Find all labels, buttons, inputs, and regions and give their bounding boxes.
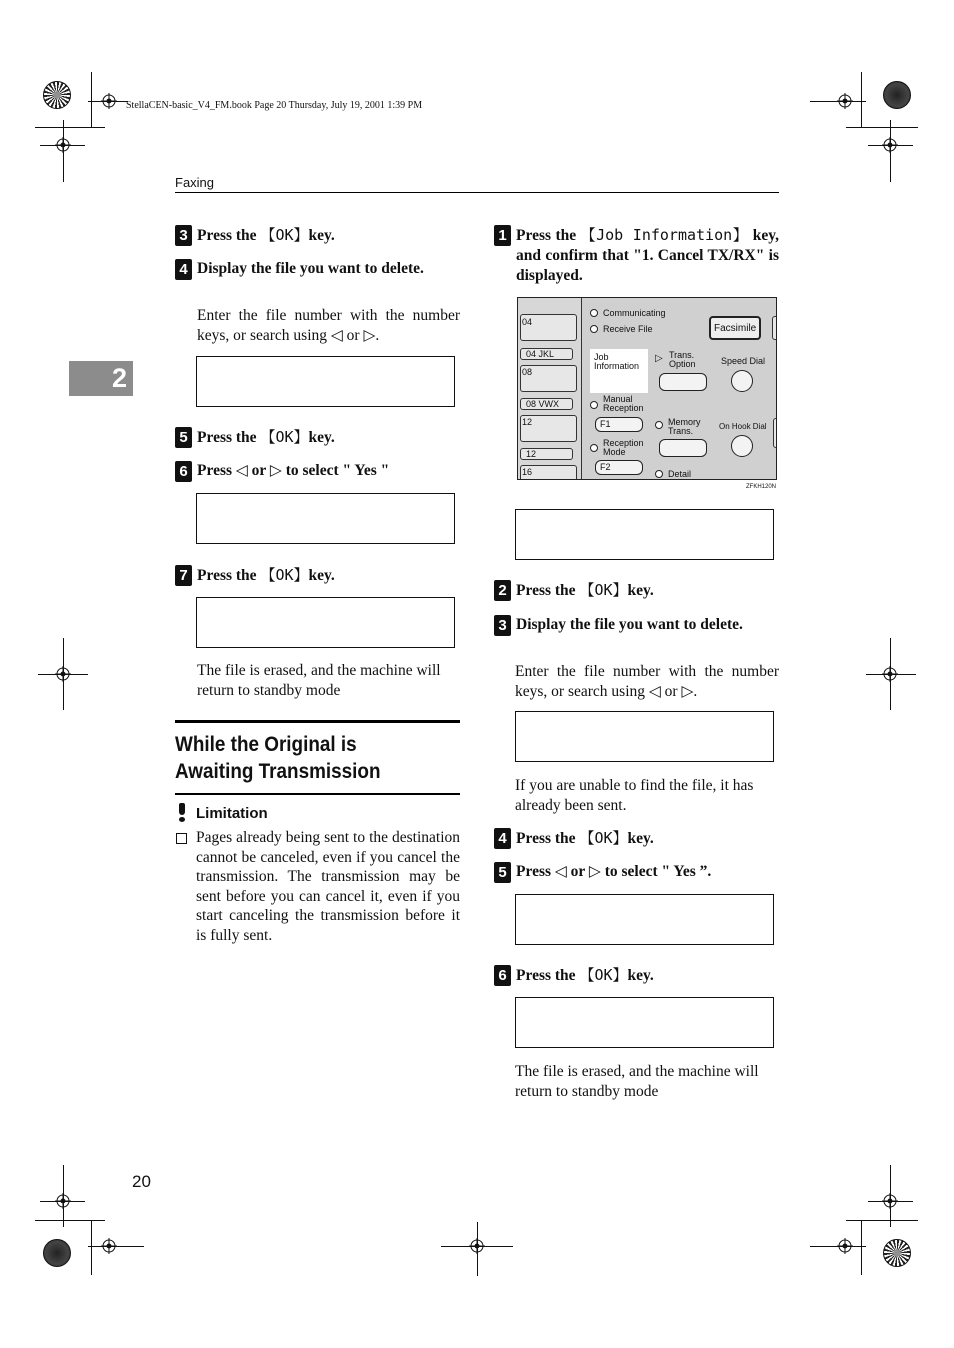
step-4-right (494, 828, 779, 849)
ok-key-label: 【OK】 (579, 829, 628, 847)
panel-label: Job (594, 352, 609, 362)
panel-label: Detail (668, 469, 692, 479)
crop-line (477, 1222, 478, 1276)
limitation-title (176, 803, 268, 823)
panel-label: Option (669, 359, 696, 369)
job-information-key-label: 【Job Information】 (580, 226, 749, 244)
one-touch-keys (518, 298, 582, 480)
limitation-label: Limitation (196, 804, 268, 822)
crop-line (868, 145, 913, 146)
crop-line (91, 1220, 92, 1275)
crop-line (35, 127, 105, 128)
step-3-body: Enter the file number with the number keys, or search using ◁ or ▷. (515, 663, 779, 700)
step-number: 4 (494, 828, 511, 849)
crop-line (38, 674, 88, 675)
step-text: Display the file you want to delete. (197, 260, 424, 277)
crop-line (40, 145, 85, 146)
key-label: 04 JKL (526, 349, 555, 359)
step-5 (175, 427, 460, 448)
reception-mode-indicator-icon (590, 444, 598, 452)
exclamation-icon (176, 803, 188, 823)
panel-label: Information (594, 361, 640, 371)
control-panel-illustration (517, 297, 777, 480)
lcd-cancel-file-right (515, 711, 774, 762)
lcd-cancel-confirm (196, 493, 455, 544)
panel-label: F2 (600, 462, 611, 472)
step-text: Press the (516, 582, 580, 599)
step-number: 6 (175, 461, 192, 482)
section-heading-box (175, 720, 460, 795)
ok-key-label: 【OK】 (260, 226, 309, 244)
crop-line (91, 72, 92, 127)
step-2 (494, 580, 779, 601)
page-number: 20 (132, 1172, 151, 1191)
step-text: Display the file you want to delete. (516, 616, 743, 633)
step-number: 3 (175, 225, 192, 246)
step-text: Press the (197, 567, 261, 584)
panel-label: On Hook Dial (719, 422, 767, 431)
header-rule (175, 192, 779, 193)
registration-dot-icon (883, 81, 911, 109)
crop-line (35, 1220, 105, 1221)
crop-line (861, 72, 862, 127)
limitation-item (175, 828, 460, 945)
step-number: 6 (494, 965, 511, 986)
ok-key-label: 【OK】 (260, 428, 309, 446)
panel-label: Reception (603, 438, 644, 448)
speed-dial-key[interactable] (731, 370, 753, 392)
crop-line (88, 1246, 144, 1247)
detail-indicator-icon (655, 470, 663, 478)
lcd-job-information (515, 509, 774, 560)
panel-label: Communicating (603, 308, 666, 318)
step-text: Press the (516, 830, 580, 847)
panel-label: Manual (603, 394, 633, 404)
crop-line (866, 674, 916, 675)
crop-line (861, 1220, 862, 1275)
step-7-body: The file is erased, and the machine will return to standby mode (197, 662, 441, 699)
step-6 (175, 461, 460, 482)
step-text: Press ◁ or ▷ to select " Yes ”. (516, 863, 712, 880)
checkbox-bullet-icon (176, 833, 187, 844)
panel-label: Reception (603, 403, 644, 413)
lcd-ready (196, 597, 455, 648)
crop-line (846, 127, 918, 128)
crop-line (846, 1220, 918, 1221)
panel-label: Speed Dial (721, 356, 766, 366)
lcd-cancel-file (196, 356, 455, 407)
step-text: key. (627, 967, 654, 984)
crop-line (890, 120, 891, 182)
crop-line (810, 101, 866, 102)
triangle-right-icon: ▷ (655, 353, 663, 364)
receive-file-indicator-icon (590, 325, 598, 333)
step-text: key. (308, 567, 335, 584)
panel-label: Trans. (669, 350, 695, 360)
key-label: 08 VWX (526, 399, 560, 409)
section-heading: While the Original is Awaiting Transmission (175, 733, 381, 783)
ok-key-label: 【OK】 (579, 966, 628, 984)
crop-line (890, 1165, 891, 1227)
step-3-note: If you are unable to find the file, it has already been sent. (515, 777, 754, 814)
panel-label: Facsimile (714, 323, 757, 334)
step-4 (175, 259, 460, 280)
step-text: Press the (516, 227, 581, 244)
key-label: 12 (522, 417, 533, 427)
memory-trans-key[interactable] (659, 439, 707, 457)
key-label: 08 (522, 367, 533, 377)
section-label: Faxing (175, 175, 215, 190)
on-hook-dial-key[interactable] (731, 435, 753, 457)
crop-line (40, 1201, 85, 1202)
step-text: key. (308, 429, 335, 446)
step-6-right (494, 965, 779, 986)
lcd-cancel-confirm-right (515, 894, 774, 945)
step-number: 3 (494, 615, 511, 636)
limitation-text: Pages already being sent to the destination cannot be canceled, even if you cancel the transmission. The transmission may be sent before you can cancel it, even if you start canceling the transmission before it is fully sent. (196, 829, 460, 944)
step-5-right (494, 862, 779, 883)
partial-key (773, 418, 777, 448)
step-number: 4 (175, 259, 192, 280)
ok-key-label: 【OK】 (579, 581, 628, 599)
step-text: key. (627, 582, 654, 599)
registration-wheel-icon (883, 1239, 911, 1267)
step-text: Press ◁ or ▷ to select " Yes " (197, 462, 390, 479)
key-label: 12 (526, 449, 537, 459)
lcd-ready-right (515, 997, 774, 1048)
memory-trans-indicator-icon (655, 421, 663, 429)
trans-option-key[interactable] (659, 373, 707, 391)
registration-wheel-icon (43, 81, 71, 109)
panel-label: Receive File (603, 324, 653, 334)
partial-key (772, 316, 777, 340)
step-text: key. (308, 227, 335, 244)
panel-label: Mode (603, 447, 626, 457)
ok-key-label: 【OK】 (260, 566, 309, 584)
step-number: 7 (175, 565, 192, 586)
step-text: Press the (197, 227, 261, 244)
step-1 (494, 225, 779, 286)
book-info-line: StellaCEN-basic_V4_FM.book Page 20 Thursday, July 19, 2001 1:39 PM (126, 100, 423, 111)
step-text: Press the (197, 429, 261, 446)
panel-label: F1 (600, 419, 611, 429)
crop-line (63, 120, 64, 182)
manual-reception-indicator-icon (590, 401, 598, 409)
chapter-tab: 2 (69, 361, 133, 396)
step-6-body: The file is erased, and the machine will return to standby mode (515, 1063, 759, 1100)
communicating-indicator-icon (590, 309, 598, 317)
step-text: Press the (516, 967, 580, 984)
step-number: 5 (175, 427, 192, 448)
figure-code: ZFKH120N (746, 484, 777, 490)
crop-line (810, 1246, 866, 1247)
step-text: key, and confirm that "1. Cancel TX/RX" is displayed. (516, 227, 779, 284)
step-4-body: Enter the file number with the number keys, or search using ◁ or ▷. (197, 307, 460, 344)
step-number: 1 (494, 225, 511, 246)
crop-line (63, 1165, 64, 1227)
step-number: 2 (494, 580, 511, 601)
step-text: key. (627, 830, 654, 847)
crop-line (88, 101, 128, 102)
crop-line (868, 1201, 913, 1202)
step-number: 5 (494, 862, 511, 883)
registration-dot-icon (43, 1239, 71, 1267)
key-label: 04 (522, 317, 533, 327)
panel-label: Trans. (668, 426, 694, 436)
panel-label: Memory (668, 417, 701, 427)
step-7 (175, 565, 460, 586)
key-label: 16 (522, 467, 533, 477)
step-3-right (494, 615, 779, 636)
step-3 (175, 225, 460, 246)
